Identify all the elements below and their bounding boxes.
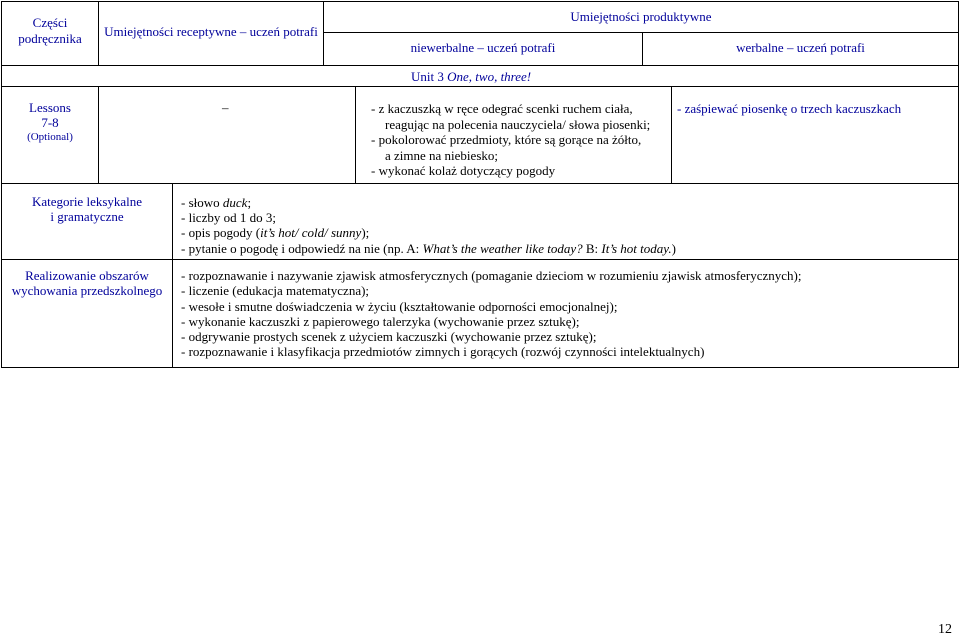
rule [1,65,958,66]
text: ; [247,195,252,210]
rule [671,86,672,184]
text: - pytanie o pogodę i odpowiedź na nie (np. A: [181,240,423,256]
text: - słowo [181,195,223,210]
list-item: - liczenie (edukacja matematyczna); [181,283,370,299]
lessons-receptive: – [222,100,229,115]
text: ) [671,240,676,256]
rule [98,86,99,184]
header-nonverbal [324,40,642,56]
text: B: [582,240,602,256]
rule [1,259,958,260]
rule [355,86,356,184]
list-item: - wykonać kolaż dotyczący pogody [371,163,556,178]
list-item [181,225,676,240]
unit-prefix: Unit 3 [411,69,448,84]
lexical-label-line1: Kategorie leksykalne [31,194,143,209]
text: It’s hot today. [601,240,672,256]
areas-label-line2: wychowania przedszkolnego [11,283,163,298]
list-item: - odgrywanie prostych scenek z użyciem kaczuszki (wychowanie przez sztukę); [181,329,597,345]
lexical-label-line2: i gramatyczne [50,209,124,224]
areas-list [181,268,802,360]
header-receptive-label: Umiejętności receptywne – uczeń potrafi [104,24,318,39]
table-border-top [1,1,958,2]
areas-label [2,268,172,298]
rule [323,32,958,33]
lessons-label [2,100,98,145]
header-verbal [643,40,958,56]
list-item: - wesołe i smutne doświadczenia w życiu (kształtowanie odporności emocjonalnej); [181,298,618,314]
header-parts [2,15,98,47]
header-productive-label: Umiejętności produktywne [570,9,712,24]
list-item: - rozpoznawanie i klasyfikacja przedmiotów zimnych i gorących (rozwój czynności intelektualnych) [181,344,705,360]
page-number: 12 [938,622,952,637]
text: - opis pogody ( [181,225,261,241]
list-item: a zimne na niebiesko; [385,147,498,163]
list-item [181,241,676,256]
areas-label-line1: Realizowanie obszarów [25,268,149,283]
lexical-list [181,195,676,256]
lessons-title: Lessons [29,100,71,115]
header-verbal-label: werbalne – uczeń potrafi [736,40,865,55]
text: it’s hot/ cold/ sunny [260,225,362,241]
list-item: - liczby od 1 do 3; [181,210,276,226]
header-productive [324,9,958,25]
header-parts-label: Części podręcznika [18,15,82,46]
lessons-number: 7-8 [41,115,59,130]
rule [1,86,958,87]
table-border-left [1,1,2,368]
rule [172,183,173,368]
header-receptive [99,24,323,40]
lessons-nonverbal-list [371,101,650,179]
table-border-right [958,1,959,368]
list-item: reagując na polecenia nauczyciela/ słowa piosenki; [385,116,651,132]
list-item: - wykonanie kaczuszki z papierowego talerzyka (wychowanie przez sztukę); [181,313,580,329]
list-item [181,195,676,210]
unit-title [411,69,531,85]
rule [1,183,958,184]
text: ); [361,225,370,241]
list-item: - pokolorować przedmioty, które są gorące na żółto, [371,132,642,147]
lexical-label [2,194,172,224]
lessons-verbal: - zaśpiewać piosenkę o trzech kaczuszkach [677,101,902,116]
list-item: - z kaczuszką w ręce odegrać scenki ruchem ciała, [371,101,633,116]
unit-name: One, two, three! [447,69,532,84]
header-nonverbal-label: niewerbalne – uczeń potrafi [410,40,556,55]
table-border-bottom [1,367,958,368]
lessons-optional: (Optional) [27,131,73,143]
text: duck [222,195,248,210]
list-item: - rozpoznawanie i nazywanie zjawisk atmosferycznych (pomaganie dzieciom w rozumieniu zjawisk atmosferycznych); [181,268,802,283]
text: What’s the weather like today? [422,240,583,256]
